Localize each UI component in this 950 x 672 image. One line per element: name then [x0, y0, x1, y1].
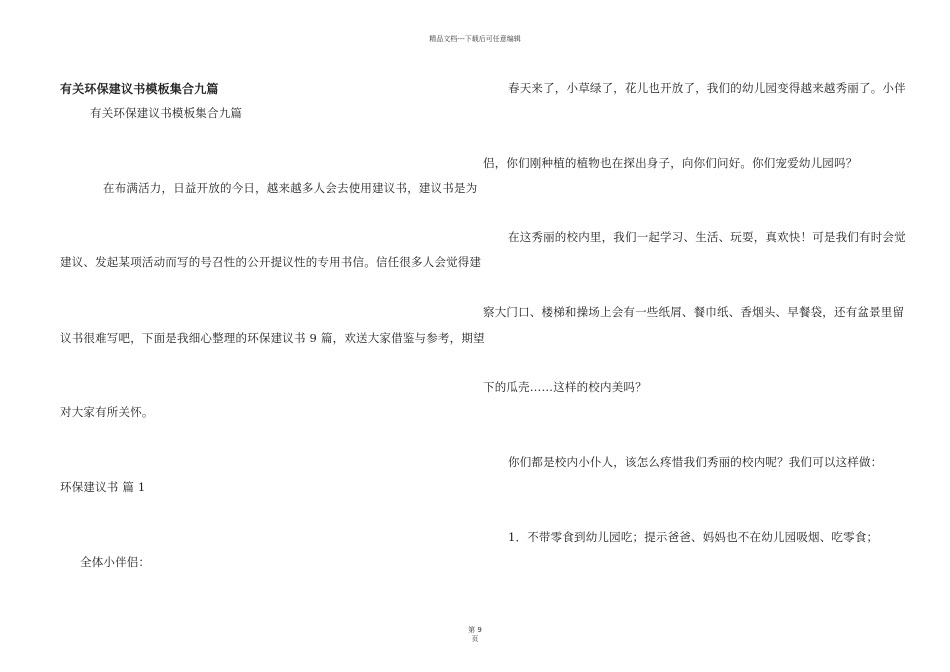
list-item: 1．不带零食到幼儿园吃；提示爸爸、妈妈也不在幼儿园吸烟、吃零食； — [508, 530, 879, 544]
body-line: 察大门口、楼梯和操场上会有一些纸屑、餐巾纸、香烟头、早餐袋，还有盆景里留 — [483, 305, 905, 319]
body-line: 对大家有所关怀。 — [60, 405, 154, 419]
page-header: 精品文档---下载后可任意编辑 — [429, 35, 521, 43]
salutation: 全体小伴侣： — [80, 555, 151, 569]
page-number — [460, 626, 490, 644]
body-line: 在布满活力，日益开放的今日，越来越多人会去使用建议书，建议书是为 — [103, 181, 478, 195]
section-heading: 环保建议书 篇 1 — [60, 480, 146, 494]
body-line: 侣，你们刚种植的植物也在探出身子，向你们问好。你们宠爱幼儿园吗？ — [483, 156, 858, 170]
body-line: 在这秀丽的校内里，我们一起学习、生活、玩耍，真欢快！可是我们有时会觉 — [508, 230, 906, 244]
body-line: 你们都是校内小仆人，该怎么疼惜我们秀丽的校内呢？我们可以这样做： — [508, 455, 883, 469]
document-subtitle: 有关环保建议书模板集合九篇 — [90, 106, 243, 120]
body-line: 春天来了，小草绿了，花儿也开放了，我们的幼儿园变得越来越秀丽了。小伴 — [508, 81, 906, 95]
body-line: 议书很难写吧，下面是我细心整理的环保建议书 9 篇，欢送大家借鉴与参考，期望 — [60, 331, 485, 345]
body-line: 建议、发起某项活动而写的号召性的公开提议性的专用书信。信任很多人会觉得建 — [60, 255, 482, 269]
page-number-prefix: 第 9 — [468, 626, 482, 634]
document-title: 有关环保建议书模板集合九篇 — [60, 82, 219, 96]
page-number-suffix: 页 — [471, 635, 479, 643]
body-line: 下的瓜壳……这样的校内美吗？ — [483, 380, 647, 394]
